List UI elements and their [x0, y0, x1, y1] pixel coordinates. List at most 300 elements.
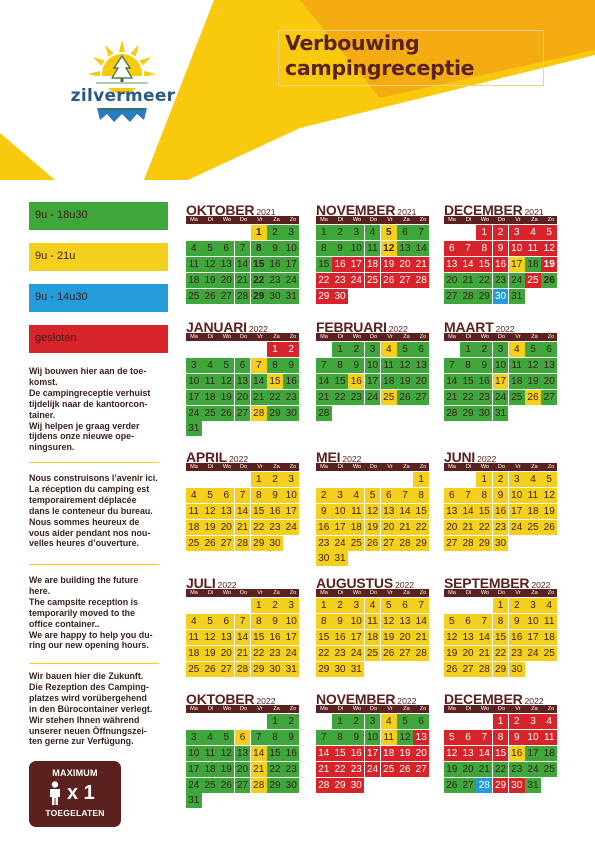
- day-cell: 17: [509, 257, 525, 272]
- empty-cell: [186, 225, 202, 240]
- separator: [29, 462, 159, 463]
- text-line: temporarily moved to the: [29, 607, 136, 618]
- weekday-label: Wo: [222, 334, 232, 340]
- month-oktober-2022: [186, 689, 299, 808]
- day-cell: 31: [186, 793, 202, 808]
- weekday-header: [444, 589, 557, 597]
- day-cell: 2: [332, 598, 348, 613]
- day-cell: 21: [460, 520, 476, 535]
- day-cell: 5: [444, 614, 460, 629]
- weekday-label: Wo: [480, 217, 490, 223]
- day-cell: 1: [413, 472, 429, 487]
- day-cell: 19: [365, 520, 381, 535]
- day-cell: 24: [525, 646, 541, 661]
- weekday-label: Do: [497, 706, 506, 712]
- empty-cell: [444, 472, 460, 487]
- weekday-label: Vr: [257, 217, 263, 223]
- day-cell: 29: [476, 289, 492, 304]
- weekday-label: Do: [239, 334, 248, 340]
- weekday-label: Do: [239, 217, 248, 223]
- month-name: JULI: [186, 575, 216, 591]
- day-cell: 20: [460, 762, 476, 777]
- weekday-label: Ma: [448, 706, 456, 712]
- day-cell: 28: [476, 662, 492, 677]
- empty-cell: [218, 225, 234, 240]
- month-year: 2022: [248, 324, 268, 334]
- day-cell: 17: [365, 374, 381, 389]
- day-cell: 24: [348, 646, 364, 661]
- day-cell: 18: [525, 504, 541, 519]
- day-cell: 3: [509, 225, 525, 240]
- month-februari-2022: [316, 317, 429, 421]
- day-cell: 2: [509, 598, 525, 613]
- day-cell: 25: [202, 406, 218, 421]
- weekday-label: Ma: [190, 464, 198, 470]
- day-cell: 9: [509, 614, 525, 629]
- day-cell: 23: [348, 762, 364, 777]
- day-cell: 29: [267, 778, 283, 793]
- empty-cell: [202, 598, 218, 613]
- day-cell: 17: [348, 257, 364, 272]
- day-cell: 26: [202, 662, 218, 677]
- day-cell: 22: [251, 646, 267, 661]
- day-cell: 6: [460, 614, 476, 629]
- month-header: [186, 447, 299, 463]
- day-cell: 27: [218, 289, 234, 304]
- weekday-label: Ma: [320, 217, 328, 223]
- day-cell: 1: [316, 598, 332, 613]
- day-cell: 15: [476, 257, 492, 272]
- month-year: 2021: [524, 207, 544, 217]
- empty-cell: [444, 598, 460, 613]
- day-cell: 17: [283, 257, 299, 272]
- day-cell: 15: [267, 746, 283, 761]
- day-cell: 7: [476, 614, 492, 629]
- empty-cell: [202, 225, 218, 240]
- day-cell: 25: [202, 778, 218, 793]
- day-cell: 1: [267, 342, 283, 357]
- day-cell: 8: [476, 488, 492, 503]
- day-cell: 3: [525, 714, 541, 729]
- day-cell: 8: [267, 730, 283, 745]
- day-cell: 31: [283, 289, 299, 304]
- day-cell: 9: [267, 488, 283, 503]
- day-cell: 5: [541, 225, 557, 240]
- day-cell: 21: [460, 273, 476, 288]
- day-cell: 27: [218, 536, 234, 551]
- day-cell: 2: [348, 714, 364, 729]
- day-cell: 11: [186, 504, 202, 519]
- day-grid: [186, 472, 299, 551]
- weekday-header: [444, 216, 557, 224]
- day-cell: 26: [381, 646, 397, 661]
- day-cell: 13: [444, 257, 460, 272]
- day-cell: 21: [413, 257, 429, 272]
- day-cell: 12: [444, 630, 460, 645]
- month-november-2022: [316, 689, 429, 793]
- day-cell: 27: [413, 390, 429, 405]
- day-cell: 8: [476, 241, 492, 256]
- day-cell: 24: [493, 390, 509, 405]
- day-cell: 3: [283, 472, 299, 487]
- day-cell: 16: [267, 257, 283, 272]
- day-cell: 20: [413, 374, 429, 389]
- day-cell: 29: [251, 536, 267, 551]
- month-header: [186, 689, 299, 705]
- day-cell: 27: [444, 536, 460, 551]
- day-cell: 18: [186, 520, 202, 535]
- weekday-label: Ma: [190, 706, 198, 712]
- month-header: [444, 573, 557, 589]
- day-grid: [316, 342, 429, 421]
- day-cell: 13: [413, 730, 429, 745]
- day-cell: 16: [493, 504, 509, 519]
- day-cell: 24: [509, 273, 525, 288]
- day-cell: 9: [316, 504, 332, 519]
- day-cell: 14: [235, 504, 251, 519]
- day-cell: 10: [525, 730, 541, 745]
- day-cell: 26: [541, 520, 557, 535]
- day-cell: 20: [381, 520, 397, 535]
- day-cell: 17: [283, 630, 299, 645]
- day-cell: 1: [476, 472, 492, 487]
- weekday-label: Vr: [387, 590, 393, 596]
- day-cell: 16: [509, 746, 525, 761]
- day-cell: 13: [460, 746, 476, 761]
- day-cell: 21: [251, 390, 267, 405]
- day-cell: 14: [460, 504, 476, 519]
- separator: [29, 564, 159, 565]
- text-german: [29, 671, 159, 747]
- weekday-label: Vr: [515, 590, 521, 596]
- day-cell: 7: [444, 358, 460, 373]
- day-cell: 8: [332, 358, 348, 373]
- day-cell: 28: [460, 289, 476, 304]
- day-cell: 23: [316, 536, 332, 551]
- day-cell: 10: [509, 241, 525, 256]
- month-juni-2022: [444, 447, 557, 551]
- day-cell: 2: [493, 225, 509, 240]
- empty-cell: [251, 714, 267, 729]
- day-cell: 17: [525, 630, 541, 645]
- month-header: [444, 689, 557, 705]
- day-cell: 14: [316, 374, 332, 389]
- weekday-label: Vr: [515, 334, 521, 340]
- day-cell: 7: [397, 488, 413, 503]
- day-cell: 27: [397, 646, 413, 661]
- weekday-label: Za: [403, 706, 410, 712]
- day-cell: 25: [509, 390, 525, 405]
- day-cell: 17: [493, 374, 509, 389]
- text-line: La réception du camping est: [29, 483, 150, 494]
- day-cell: 30: [509, 778, 525, 793]
- day-cell: 30: [267, 289, 283, 304]
- day-cell: 28: [413, 646, 429, 661]
- day-cell: 6: [541, 342, 557, 357]
- day-cell: 15: [332, 374, 348, 389]
- day-cell: 20: [218, 273, 234, 288]
- day-cell: 18: [186, 273, 202, 288]
- day-cell: 2: [332, 225, 348, 240]
- day-cell: 2: [283, 714, 299, 729]
- weekday-label: Ma: [448, 590, 456, 596]
- day-cell: 16: [316, 520, 332, 535]
- empty-cell: [202, 472, 218, 487]
- month-mei-2022: [316, 447, 429, 566]
- day-cell: 9: [283, 358, 299, 373]
- text-line: here.: [29, 585, 51, 596]
- day-cell: 6: [235, 730, 251, 745]
- text-line: tijdens onze nieuwe ope-: [29, 431, 135, 442]
- day-cell: 27: [444, 289, 460, 304]
- day-cell: 18: [509, 374, 525, 389]
- day-cell: 22: [251, 273, 267, 288]
- day-cell: 26: [444, 662, 460, 677]
- day-cell: 31: [186, 421, 202, 436]
- day-cell: 19: [541, 257, 557, 272]
- max-visitors-badge: [29, 761, 121, 827]
- month-header: [316, 573, 429, 589]
- day-cell: 28: [316, 406, 332, 421]
- month-juli-2022: [186, 573, 299, 677]
- day-cell: 16: [283, 746, 299, 761]
- weekday-label: Do: [497, 464, 506, 470]
- weekday-label: Wo: [222, 590, 232, 596]
- day-cell: 9: [509, 730, 525, 745]
- logo-wordmark: zilvermeer: [70, 86, 176, 106]
- weekday-label: Di: [207, 590, 214, 596]
- day-cell: 15: [316, 257, 332, 272]
- title-line-1: Verbouwing: [285, 31, 420, 55]
- day-cell: 2: [267, 598, 283, 613]
- weekday-label: Zo: [547, 706, 555, 712]
- day-cell: 3: [348, 598, 364, 613]
- day-cell: 5: [218, 358, 234, 373]
- day-cell: 19: [202, 273, 218, 288]
- weekday-label: Do: [369, 706, 378, 712]
- day-cell: 25: [381, 390, 397, 405]
- day-cell: 13: [541, 358, 557, 373]
- day-cell: 7: [413, 598, 429, 613]
- day-cell: 14: [413, 241, 429, 256]
- day-cell: 2: [348, 342, 364, 357]
- weekday-label: Vr: [257, 464, 263, 470]
- day-cell: 20: [413, 746, 429, 761]
- day-cell: 30: [493, 289, 509, 304]
- day-cell: 15: [413, 504, 429, 519]
- weekday-label: Za: [273, 590, 280, 596]
- weekday-label: Ma: [190, 334, 198, 340]
- weekday-label: Zo: [419, 590, 427, 596]
- weekday-label: Za: [273, 217, 280, 223]
- day-cell: 22: [332, 762, 348, 777]
- empty-cell: [476, 598, 492, 613]
- day-cell: 29: [493, 662, 509, 677]
- day-cell: 28: [444, 406, 460, 421]
- day-cell: 5: [381, 225, 397, 240]
- day-cell: 19: [541, 504, 557, 519]
- day-cell: 6: [397, 225, 413, 240]
- day-cell: 9: [267, 614, 283, 629]
- weekday-label: Wo: [222, 217, 232, 223]
- day-cell: 18: [381, 746, 397, 761]
- weekday-label: Do: [369, 217, 378, 223]
- day-cell: 24: [283, 646, 299, 661]
- day-cell: 12: [397, 358, 413, 373]
- day-grid: [186, 225, 299, 304]
- day-cell: 18: [365, 257, 381, 272]
- day-cell: 13: [397, 241, 413, 256]
- day-cell: 5: [381, 598, 397, 613]
- day-cell: 17: [509, 504, 525, 519]
- day-cell: 16: [332, 257, 348, 272]
- day-cell: 26: [218, 406, 234, 421]
- day-cell: 9: [332, 614, 348, 629]
- day-cell: 3: [365, 714, 381, 729]
- day-cell: 2: [267, 225, 283, 240]
- day-cell: 22: [476, 273, 492, 288]
- day-cell: 10: [348, 614, 364, 629]
- day-cell: 14: [251, 374, 267, 389]
- weekday-label: Do: [369, 590, 378, 596]
- weekday-header: [186, 216, 299, 224]
- day-cell: 4: [525, 472, 541, 487]
- day-cell: 8: [251, 614, 267, 629]
- month-year: 2022: [531, 580, 551, 590]
- empty-cell: [251, 342, 267, 357]
- day-cell: 10: [186, 374, 202, 389]
- weekday-label: Wo: [352, 217, 362, 223]
- month-header: [444, 447, 557, 463]
- weekday-label: Wo: [480, 334, 490, 340]
- day-cell: 15: [493, 630, 509, 645]
- day-cell: 25: [541, 762, 557, 777]
- day-cell: 29: [413, 536, 429, 551]
- weekday-label: Za: [403, 217, 410, 223]
- month-november-2021: [316, 200, 429, 304]
- weekday-label: Do: [239, 590, 248, 596]
- day-cell: 2: [493, 472, 509, 487]
- day-cell: 20: [235, 762, 251, 777]
- day-cell: 13: [381, 504, 397, 519]
- day-cell: 13: [397, 614, 413, 629]
- empty-cell: [218, 598, 234, 613]
- day-cell: 19: [444, 646, 460, 661]
- day-cell: 27: [235, 778, 251, 793]
- day-cell: 28: [413, 273, 429, 288]
- day-cell: 20: [218, 520, 234, 535]
- month-year: 2022: [342, 454, 362, 464]
- day-cell: 13: [218, 257, 234, 272]
- day-grid: [444, 714, 557, 793]
- day-cell: 16: [267, 504, 283, 519]
- weekday-label: Za: [403, 590, 410, 596]
- weekday-label: Di: [337, 334, 344, 340]
- text-line: Wir bauen hier die Zukunft.: [29, 671, 144, 681]
- day-cell: 15: [332, 746, 348, 761]
- day-cell: 11: [381, 730, 397, 745]
- empty-cell: [476, 714, 492, 729]
- month-header: [444, 317, 557, 333]
- day-cell: 12: [381, 614, 397, 629]
- weekday-label: Wo: [222, 706, 232, 712]
- day-cell: 20: [235, 390, 251, 405]
- day-cell: 22: [267, 390, 283, 405]
- empty-cell: [444, 342, 460, 357]
- day-cell: 18: [186, 646, 202, 661]
- weekday-label: Zo: [547, 217, 555, 223]
- day-cell: 28: [476, 778, 492, 793]
- month-name: JANUARI: [186, 319, 247, 335]
- empty-cell: [348, 472, 364, 487]
- day-cell: 1: [267, 714, 283, 729]
- day-cell: 9: [476, 358, 492, 373]
- month-april-2022: [186, 447, 299, 551]
- day-cell: 16: [348, 746, 364, 761]
- day-grid: [444, 472, 557, 551]
- day-cell: 8: [493, 730, 509, 745]
- day-cell: 13: [444, 504, 460, 519]
- text-line: temporairement déplacée: [29, 494, 137, 505]
- day-cell: 6: [235, 358, 251, 373]
- day-cell: 29: [476, 536, 492, 551]
- month-year: 2022: [397, 696, 417, 706]
- day-cell: 4: [202, 358, 218, 373]
- weekday-label: Wo: [480, 464, 490, 470]
- day-cell: 22: [316, 646, 332, 661]
- day-cell: 8: [251, 488, 267, 503]
- weekday-header: [316, 333, 429, 341]
- day-cell: 23: [509, 646, 525, 661]
- text-line: Die Rezeption des Camping-: [29, 681, 149, 692]
- day-cell: 11: [381, 358, 397, 373]
- weekday-label: Wo: [480, 706, 490, 712]
- day-cell: 9: [332, 241, 348, 256]
- weekday-label: Vr: [257, 590, 263, 596]
- text-french: [29, 473, 159, 549]
- legend-yellow: 9u - 21u: [29, 243, 168, 271]
- day-cell: 7: [316, 730, 332, 745]
- text-line: platzes wird vorübergehend: [29, 692, 147, 703]
- day-grid: [186, 598, 299, 677]
- empty-cell: [316, 714, 332, 729]
- weekday-label: Di: [337, 590, 344, 596]
- day-cell: 14: [476, 746, 492, 761]
- day-cell: 9: [348, 358, 364, 373]
- empty-cell: [218, 342, 234, 357]
- month-januari-2022: [186, 317, 299, 436]
- empty-cell: [316, 342, 332, 357]
- month-header: [316, 447, 429, 463]
- empty-cell: [235, 598, 251, 613]
- day-cell: 18: [365, 630, 381, 645]
- day-cell: 20: [397, 630, 413, 645]
- day-grid: [316, 225, 429, 304]
- day-grid: [444, 598, 557, 677]
- day-cell: 7: [316, 358, 332, 373]
- text-line: ten gerne zur Verfügung.: [29, 736, 134, 747]
- weekday-label: Di: [207, 334, 214, 340]
- day-cell: 18: [202, 390, 218, 405]
- weekday-label: Wo: [352, 590, 362, 596]
- weekday-label: Ma: [190, 217, 198, 223]
- weekday-label: Za: [531, 334, 538, 340]
- month-year: 2022: [229, 454, 249, 464]
- day-cell: 31: [332, 551, 348, 566]
- month-header: [186, 317, 299, 333]
- day-cell: 23: [267, 520, 283, 535]
- day-cell: 8: [332, 730, 348, 745]
